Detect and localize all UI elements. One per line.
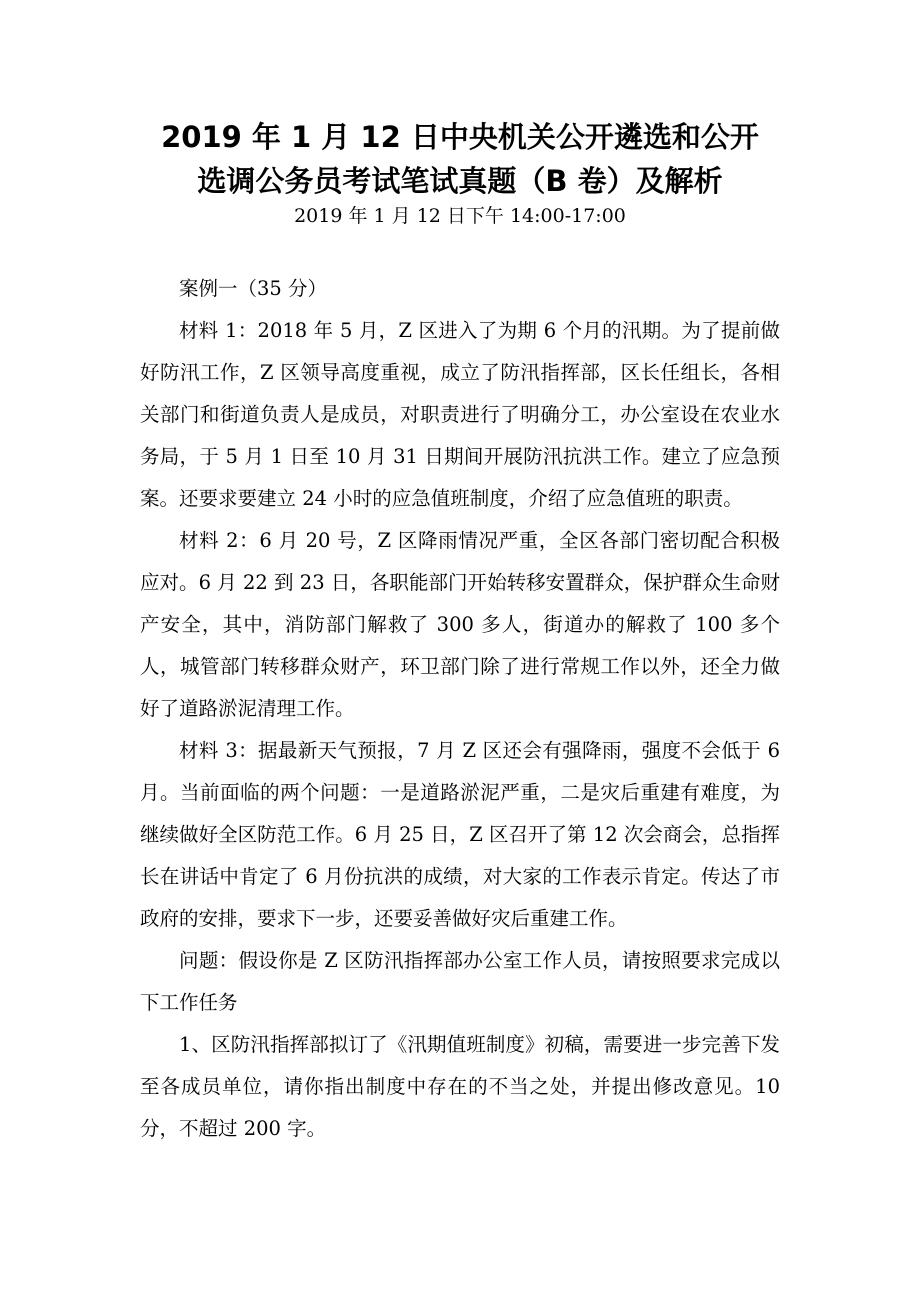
exam-time-subtitle: 2019 年 1 月 12 日下午 14:00-17:00: [294, 205, 626, 227]
material-2-paragraph: 材料 2：6 月 20 号，Z 区降雨情况严重，全区各部门密切配合积极应对。6 月 22 到 23 日，各职能部门开始转移安置群众，保护群众生命财产安全，其中，消防部门解救了 300 多人，街道办的解救了 100 多个人，城管部门转移群众财产，环卫部门除了进行常规工作以外，还全力做好了道路淤泥清理工作。: [140, 529, 780, 720]
document-body: [140, 268, 780, 1150]
section-heading-case-one: 案例一（35 分）: [179, 277, 328, 300]
material-1-paragraph: 材料 1：2018 年 5 月，Z 区进入了为期 6 个月的汛期。为了提前做好防汛工作，Z 区领导高度重视，成立了防汛指挥部，区长任组长，各相关部门和街道负责人是成员，对职责进行了明确分工，办公室设在农业水务局，于 5 月 1 日至 10 月 31 日期间开展防汛抗洪工作。建立了应急预案。还要求要建立 24 小时的应急值班制度，介绍了应急值班的职责。: [140, 319, 780, 510]
material-3-paragraph: 材料 3：据最新天气预报，7 月 Z 区还会有强降雨，强度不会低于 6 月。当前面临的两个问题：一是道路淤泥严重，二是灾后重建有难度，为继续做好全区防范工作。6 月 25 日，Z 区召开了第 12 次会商会，总指挥长在讲话中肯定了 6 月份抗洪的成绩，对大家的工作表示肯定。传达了市政府的安排，要求下一步，还要妥善做好灾后重建工作。: [140, 739, 780, 930]
task-1-paragraph: 1、区防汛指挥部拟订了《汛期值班制度》初稿，需要进一步完善下发至各成员单位，请你指出制度中存在的不当之处，并提出修改意见。10 分，不超过 200 字。: [140, 1033, 780, 1140]
document-title-line-2: 选调公务员考试笔试真题（B 卷）及解析: [197, 164, 723, 198]
question-paragraph: 问题：假设你是 Z 区防汛指挥部办公室工作人员，请按照要求完成以下工作任务: [140, 949, 780, 1014]
document-title-line-1: 2019 年 1 月 12 日中央机关公开遴选和公开: [161, 120, 759, 154]
